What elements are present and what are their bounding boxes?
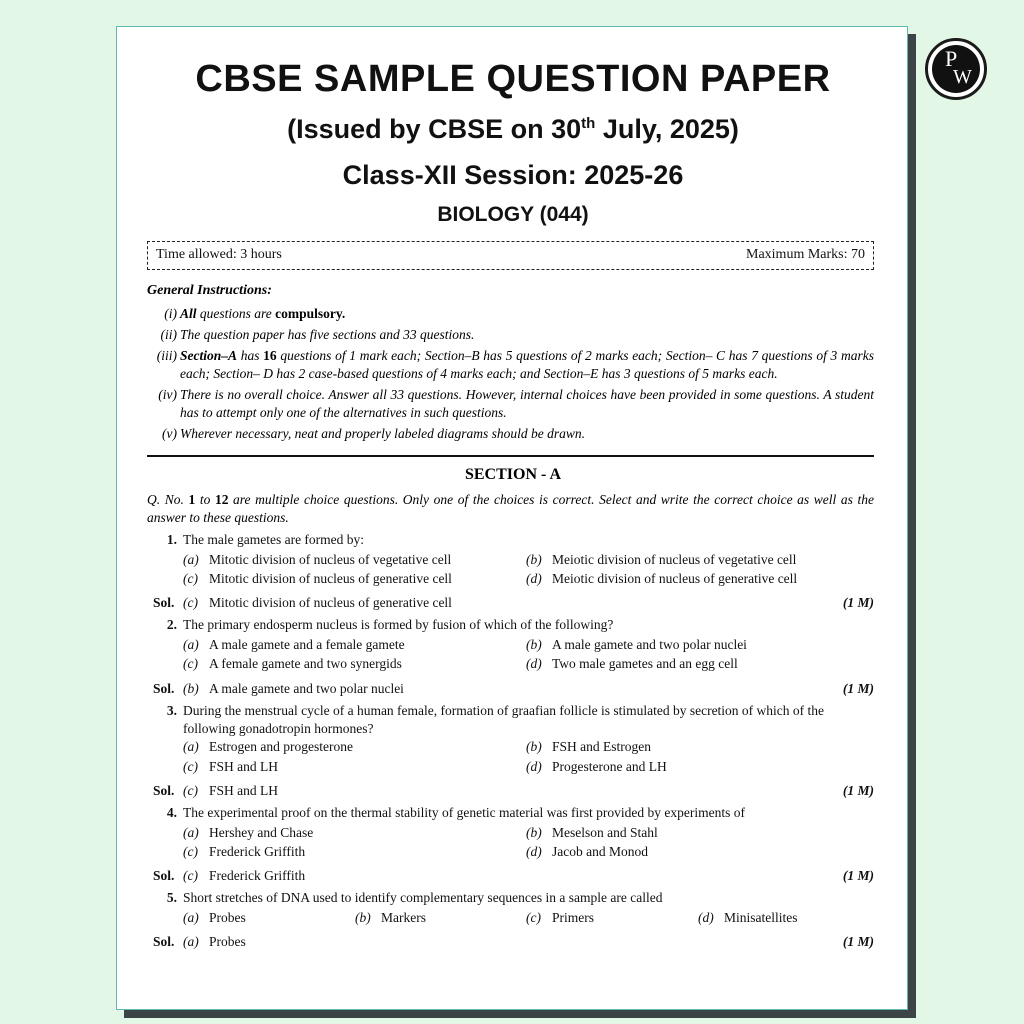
instructions-list [147, 305, 874, 446]
option-label: (b) [526, 552, 542, 567]
option-text: Meselson and Stahl [552, 825, 658, 840]
option-label: (a) [183, 825, 199, 840]
solution-text: Probes [209, 934, 246, 949]
option-text: Two male gametes and an egg cell [552, 656, 738, 671]
note-part: Q. No. [147, 492, 189, 507]
logo-letter-p: P [945, 46, 958, 71]
option-text: Frederick Griffith [209, 844, 306, 859]
option-c [183, 655, 402, 673]
solution-text: FSH and LH [209, 783, 279, 798]
option-text: A female gamete and two synergids [209, 656, 402, 671]
option-text: Meiotic division of nucleus of vegetative cell [552, 552, 797, 567]
option-a [183, 909, 246, 927]
instruction-text: Wherever necessary, neat and properly labeled diagrams should be drawn. [180, 426, 586, 441]
time-marks-box [147, 241, 874, 270]
issued-prefix: (Issued by CBSE on 30 [287, 114, 582, 144]
option-label: (c) [183, 571, 198, 586]
paper-title: CBSE SAMPLE QUESTION PAPER [195, 58, 831, 100]
instruction-emphasis: 16 [263, 348, 277, 363]
question-text: The experimental proof on the thermal stability of genetic material was first provided by experiments of [183, 805, 745, 820]
solution-marks: (1 M) [842, 783, 874, 798]
class-session: Class-XII Session: 2025-26 [342, 160, 684, 190]
option-text: FSH and Estrogen [552, 739, 651, 754]
option-text: Meiotic division of nucleus of generative cell [552, 571, 798, 586]
instruction-number: (ii) [160, 327, 177, 342]
option-label: (b) [526, 637, 542, 652]
option-label: (c) [183, 656, 198, 671]
instruction-item [147, 347, 874, 383]
option-text: Estrogen and progesterone [209, 739, 353, 754]
maximum-marks: Maximum Marks: 70 [746, 247, 865, 262]
option-label: (a) [183, 910, 199, 925]
option-c [526, 909, 594, 927]
question-1 [147, 531, 874, 549]
option-a [183, 738, 353, 756]
option-label: (d) [526, 844, 542, 859]
option-d [526, 655, 738, 673]
solution-option: (c) [183, 868, 198, 883]
option-label: (d) [526, 759, 542, 774]
option-text: Hershey and Chase [209, 825, 314, 840]
solution-option: (a) [183, 934, 199, 949]
question-2 [147, 616, 874, 634]
issued-superscript: th [581, 115, 596, 132]
option-text: A male gamete and a female gamete [209, 637, 405, 652]
solution-marks: (1 M) [842, 681, 874, 696]
instruction-emphasis: Section–A [180, 348, 238, 363]
option-label: (d) [698, 910, 714, 925]
option-a [183, 636, 405, 654]
option-label: (c) [183, 844, 198, 859]
option-text: FSH and LH [209, 759, 279, 774]
instruction-item [147, 305, 874, 323]
option-text: Primers [552, 910, 594, 925]
option-label: (d) [526, 571, 542, 586]
logo-letter-w: W [953, 66, 972, 88]
question-number: 3. [166, 703, 177, 718]
question-number: 4. [166, 805, 177, 820]
solution-label: Sol. [153, 681, 175, 696]
solution-text: Mitotic division of nucleus of generative cell [209, 595, 452, 610]
option-b [526, 824, 658, 842]
option-label: (c) [183, 759, 198, 774]
instruction-emphasis: All [180, 306, 197, 321]
option-d [698, 909, 798, 927]
option-text: Probes [209, 910, 246, 925]
option-text: A male gamete and two polar nuclei [552, 637, 747, 652]
option-label: (b) [526, 825, 542, 840]
option-a [183, 551, 451, 569]
instruction-item [147, 326, 874, 344]
solution-option: (b) [183, 681, 199, 696]
option-c [183, 843, 305, 861]
question-text: The male gametes are formed by: [183, 532, 365, 547]
instruction-text-part: questions of 1 mark each; Section–B has 5 questions of 2 marks each; Section– C has 7 questions of 3 marks each; Section– D has 2 case-based questions of 4 marks each; and Section–E has 3 questions of 5 marks each. [180, 348, 874, 381]
solution-label: Sol. [153, 783, 175, 798]
section-title: SECTION - A [464, 466, 562, 483]
question-number: 1. [166, 532, 177, 547]
option-label: (a) [183, 552, 199, 567]
solution-label: Sol. [153, 868, 175, 883]
instruction-item [147, 386, 874, 422]
option-c [183, 570, 452, 588]
option-d [526, 758, 667, 776]
question-5 [147, 889, 874, 907]
solution-label: Sol. [153, 934, 175, 949]
time-allowed: Time allowed: 3 hours [156, 247, 282, 262]
option-label: (c) [526, 910, 541, 925]
option-a [183, 824, 313, 842]
option-b [355, 909, 426, 927]
instruction-text [180, 347, 874, 383]
instruction-item [147, 425, 874, 443]
issued-suffix: July, 2025) [595, 114, 739, 144]
question-3 [147, 702, 874, 738]
option-text: Markers [381, 910, 426, 925]
question-number: 5. [166, 890, 177, 905]
question-number: 2. [166, 617, 177, 632]
subject-title: BIOLOGY (044) [437, 203, 589, 226]
option-text: Minisatellites [724, 910, 798, 925]
option-d [526, 843, 648, 861]
general-instructions-title: General Instructions: [147, 283, 272, 298]
section-note [147, 491, 874, 527]
question-text: Short stretches of DNA used to identify complementary sequences in a sample are called [183, 890, 663, 905]
solution-option: (c) [183, 783, 198, 798]
solution-text: A male gamete and two polar nuclei [209, 681, 404, 696]
option-label: (b) [526, 739, 542, 754]
option-b [526, 738, 651, 756]
solution-marks: (1 M) [842, 868, 874, 883]
note-part: are multiple choice questions. Only one of the choices is correct. Select and write the correct choice as well as the answer to these questions. [147, 492, 874, 525]
instruction-number: (iii) [156, 348, 177, 363]
instruction-text [180, 305, 874, 323]
question-paper-page [116, 26, 908, 1010]
solution-option: (c) [183, 595, 198, 610]
instruction-text-part: has [237, 348, 264, 363]
question-text: During the menstrual cycle of a human female, formation of graafian follicle is stimulated by secretion of which of the following gonadotropin hormones? [183, 703, 825, 736]
option-text: Mitotic division of nucleus of generative cell [209, 571, 452, 586]
issued-line [117, 113, 909, 145]
option-b [526, 551, 796, 569]
note-number: 12 [214, 492, 229, 507]
option-b [526, 636, 747, 654]
option-label: (d) [526, 656, 542, 671]
note-part: to [195, 492, 215, 507]
instruction-number: (v) [162, 426, 177, 441]
option-d [526, 570, 797, 588]
solution-text: Frederick Griffith [209, 868, 306, 883]
instruction-number: (i) [164, 306, 177, 321]
solution-label: Sol. [153, 595, 175, 610]
instruction-text: The question paper has five sections and 33 questions. [180, 327, 475, 342]
instruction-emphasis: compulsory. [275, 306, 346, 321]
pw-logo-icon [925, 38, 987, 100]
solution-marks: (1 M) [842, 595, 874, 610]
option-label: (b) [355, 910, 371, 925]
option-text: Progesterone and LH [552, 759, 667, 774]
note-number: 1 [188, 492, 196, 507]
logo-disc [932, 45, 980, 93]
option-text: Mitotic division of nucleus of vegetative cell [209, 552, 452, 567]
question-text: The primary endosperm nucleus is formed by fusion of which of the following? [183, 617, 614, 632]
instruction-text: There is no overall choice. Answer all 33 questions. However, internal choices have been provided in some questions. A student has to attempt only one of the alternatives in such questions. [180, 387, 874, 420]
option-c [183, 758, 278, 776]
solution-marks: (1 M) [842, 934, 874, 949]
option-text: Jacob and Monod [552, 844, 648, 859]
instruction-text-part: questions are [196, 306, 276, 321]
option-label: (a) [183, 637, 199, 652]
instruction-number: (iv) [158, 387, 177, 402]
question-4 [147, 804, 874, 822]
section-divider [147, 455, 874, 457]
option-label: (a) [183, 739, 199, 754]
